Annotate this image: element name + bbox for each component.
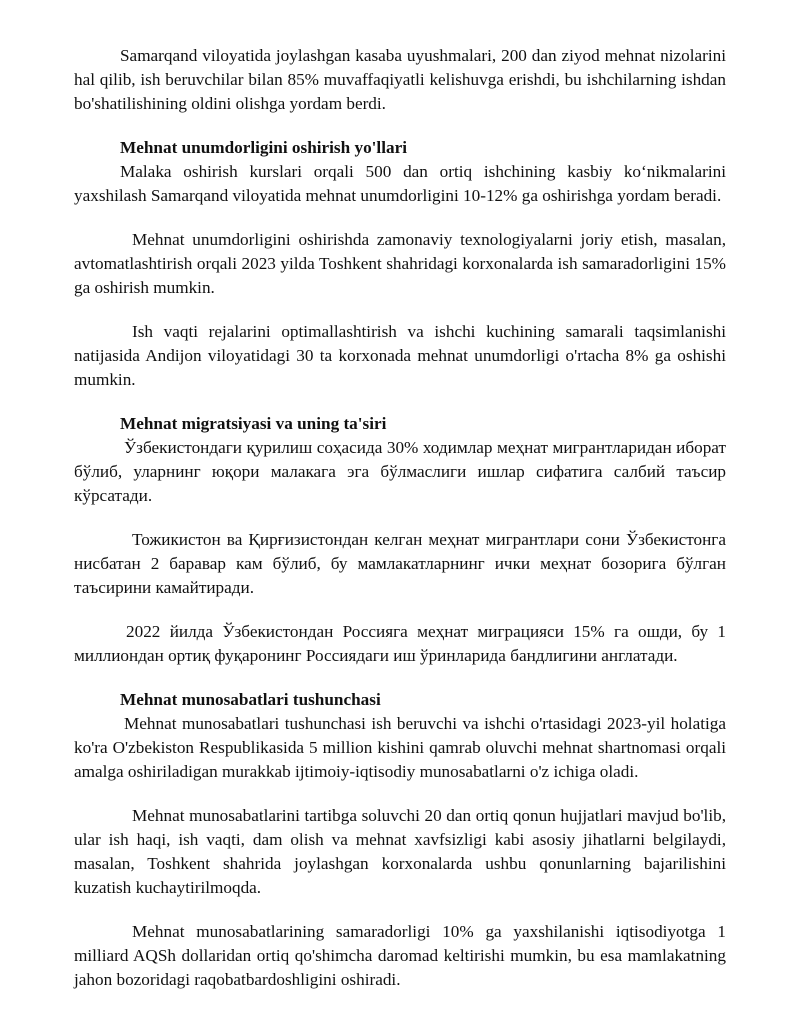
paragraph-efficiency-income: Mehnat munosabatlarining samaradorligi 10% ga yaxshilanishi iqtisodiyotga 1 milliard AQSh dollaridan ortiq qo'shimcha daromad keltirishi mumkin, bu esa mamlakatning jahon bozoridagi raqobatbardoshligini oshiradi. [74, 922, 726, 989]
heading-labor-relations: Mehnat munosabatlari tushunchasi [120, 690, 381, 709]
paragraph-training-courses: Malaka oshirish kurslari orqali 500 dan ortiq ishchining kasbiy ko‘nikmalarini yaxshilash Samarqand viloyatida mehnat unumdorligini 10-12% ga oshirishga yordam beradi. [74, 162, 726, 205]
heading-labor-productivity: Mehnat unumdorligini oshirish yo'llari [120, 138, 407, 157]
paragraph-tajik-kyrgyz-migrants: Тожикистон ва Қирғизистондан келган меҳнат мигрантлари сони Ўзбекистонга нисбатан 2 баравар кам бўлиб, бу мамлакатларнинг ички меҳнат бозорига бўлган таъсирини камайтиради. [74, 530, 726, 597]
paragraph-work-schedule: Ish vaqti rejalarini optimallashtirish va ishchi kuchining samarali taqsimlanishi natijasida Andijon viloyatidagi 30 ta korxonada mehnat unumdorligi o'rtacha 8% ga oshishi mumkin. [74, 322, 726, 389]
paragraph-construction-migrants: Ўзбекистондаги қурилиш соҳасида 30% ходимлар меҳнат мигрантларидан иборат бўлиб, уларнинг юқори малакага эга бўлмаслиги ишлар сифатига салбий таъсир кўрсатади. [74, 438, 726, 505]
paragraph-labor-relations-concept: Mehnat munosabatlari tushunchasi ish beruvchi va ishchi o'rtasidagi 2023-yil holatiga ko'ra O'zbekiston Respublikasida 5 million kishini qamrab oluvchi mehnat shartnomasi orqali amalga oshiriladigan murakkab ijtimoiy-iqtisodiy munosabatlarni o'z ichiga oladi. [74, 714, 726, 781]
paragraph-labor-laws: Mehnat munosabatlarini tartibga soluvchi 20 dan ortiq qonun hujjatlari mavjud bo'lib, ular ish haqi, ish vaqti, dam olish va mehnat xavfsizligi kabi asosiy jihatlarni belgilaydi, masalan, Toshkent shahrida joylashgan korxonalarda ushbu qonunlarning bajarilishini kuzatish kuchaytirilmoqda. [74, 806, 726, 897]
paragraph-trade-unions: Samarqand viloyatida joylashgan kasaba uyushmalari, 200 dan ziyod mehnat nizolarini hal qilib, ish beruvchilar bilan 85% muvaffaqiyatli kelishuvga erishdi, bu ishchilarning ishdan bo'shatilishining oldini olishga yordam berdi. [74, 46, 726, 113]
heading-labor-migration: Mehnat migratsiyasi va uning ta'siri [120, 414, 387, 433]
paragraph-modern-technologies: Mehnat unumdorligini oshirishda zamonaviy texnologiyalarni joriy etish, masalan, avtomatlashtirish orqali 2023 yilda Toshkent shahridagi korxonalarda ish samaradorligini 15% ga oshirish mumkin. [74, 230, 726, 297]
document-page [74, 44, 726, 992]
paragraph-russia-migration: 2022 йилда Ўзбекистондан Россияга меҳнат миграцияси 15% га ошди, бу 1 миллиондан ортиқ фуқаронинг Россиядаги иш ўринларида бандлигини англатади. [74, 622, 726, 665]
